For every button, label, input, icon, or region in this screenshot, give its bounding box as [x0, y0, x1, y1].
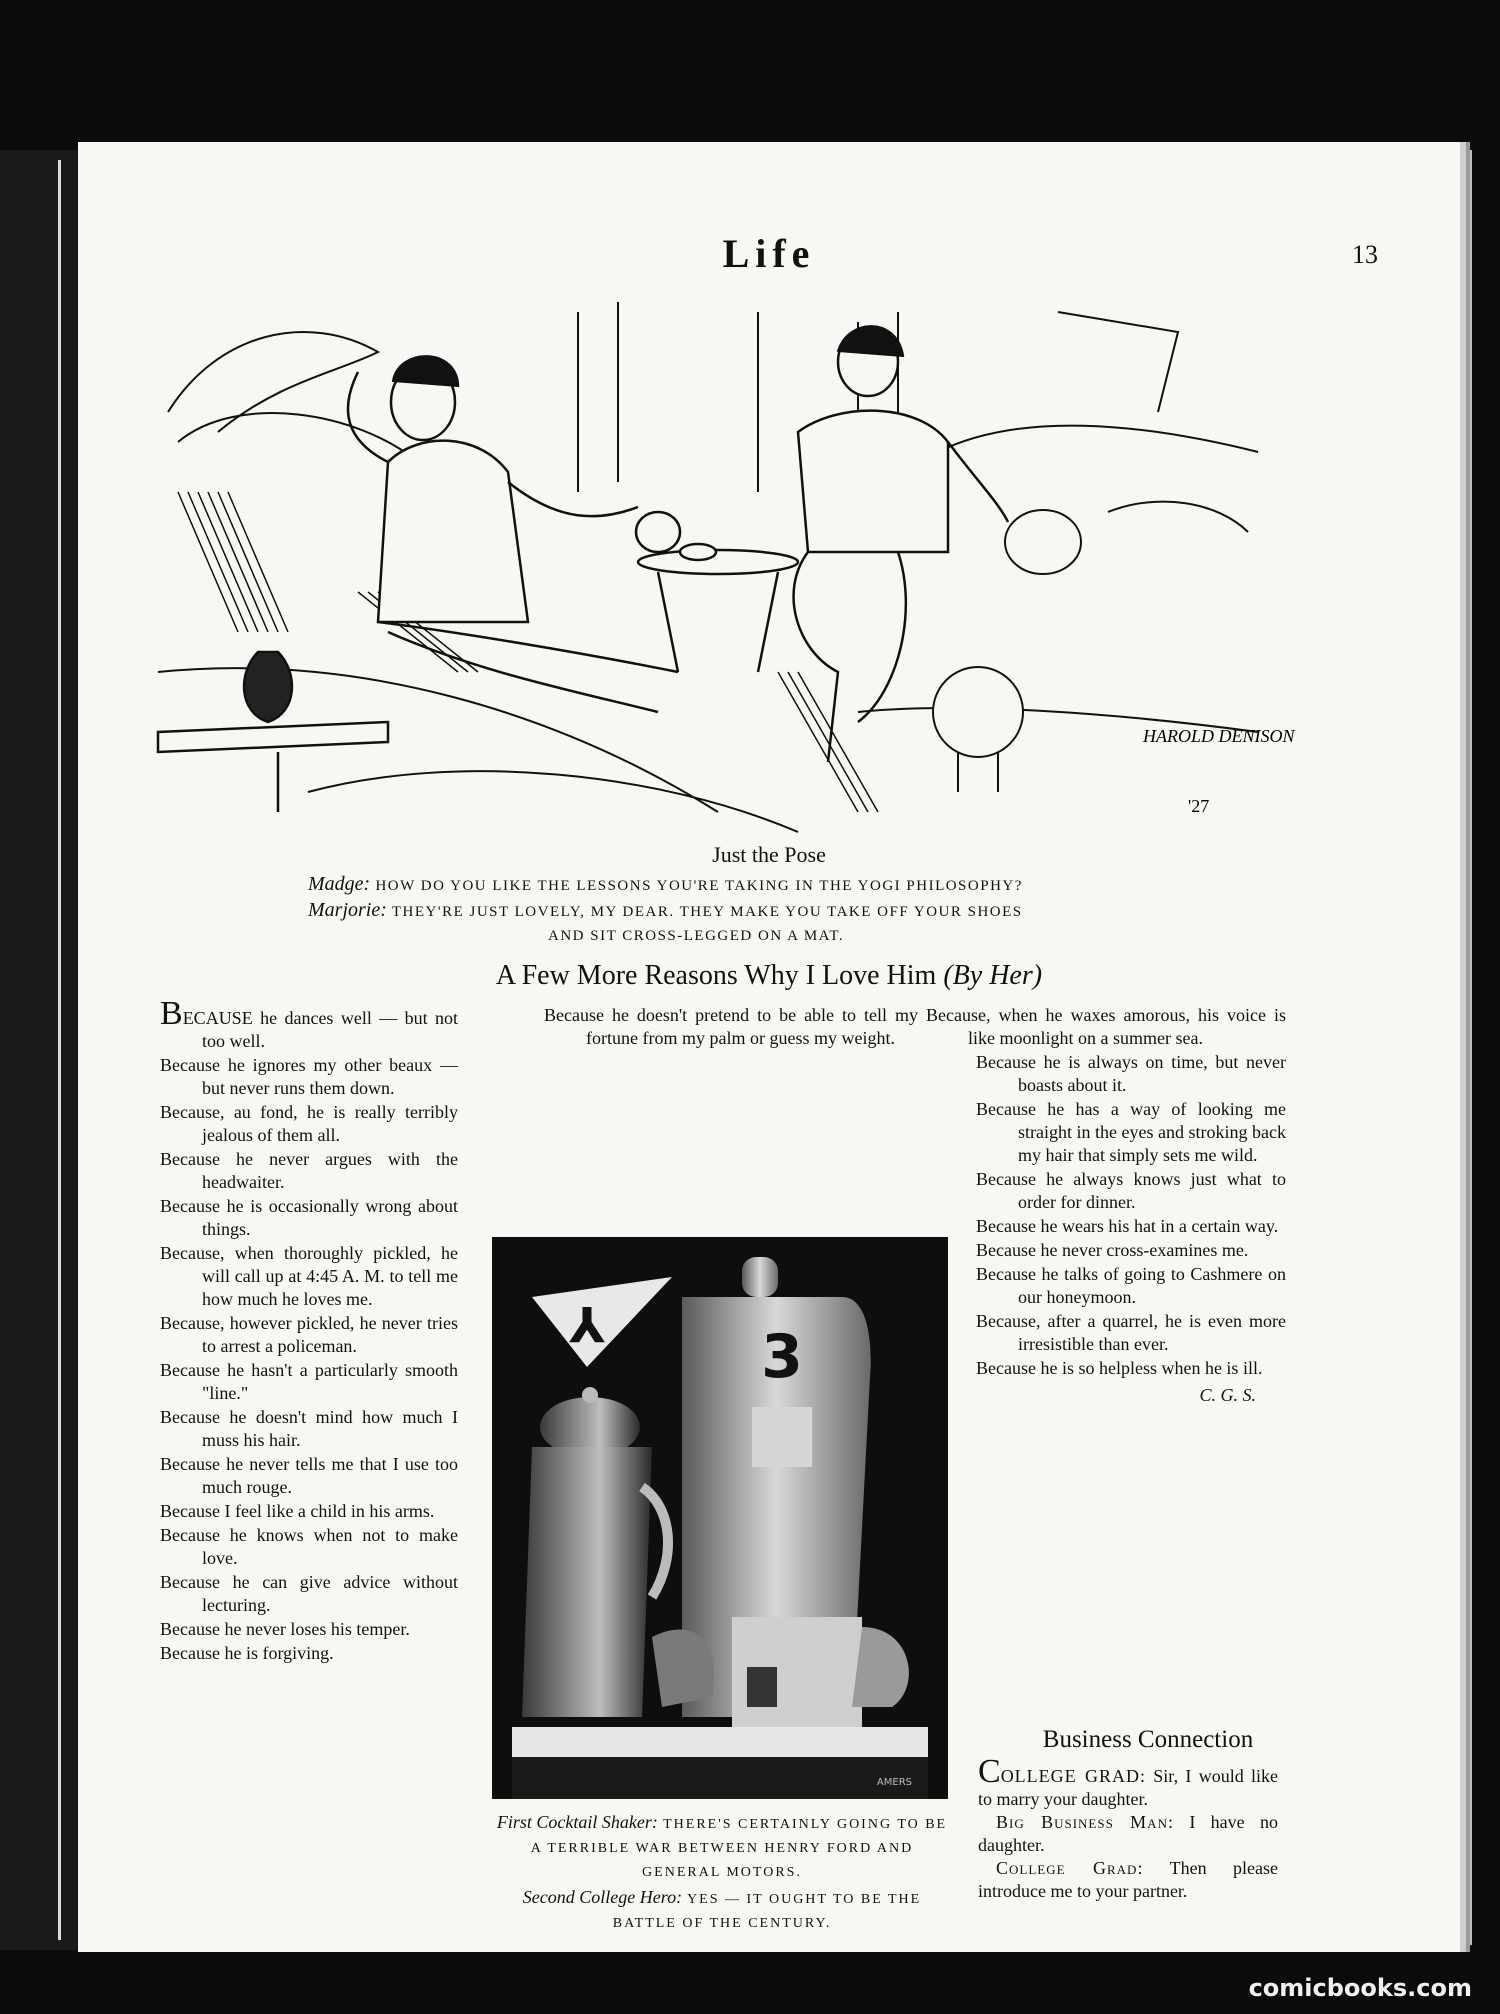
- pennant-letter: Y: [569, 1295, 605, 1351]
- cartoon-dialog: [308, 872, 1208, 948]
- reason-group: [976, 1051, 1286, 1407]
- cocktail-shaker-illustration: [492, 1237, 948, 1799]
- dialog-text: YES — IT OUGHT TO BE THE BATTLE OF THE CENTURY.: [612, 1892, 922, 1931]
- reason-item: Because he never tells me that I use too much rouge.: [160, 1454, 458, 1497]
- poster-caption: [492, 1810, 952, 1936]
- reason-item: Because he never loses his temper.: [160, 1619, 410, 1639]
- site-watermark: comicbooks.com: [1248, 1974, 1472, 2002]
- reason-item: Because he never argues with the headwaiter.: [160, 1149, 458, 1192]
- masthead-title: Life: [722, 231, 816, 276]
- cartoon-signature: HAROLD DENISON: [1143, 726, 1295, 746]
- drop-cap: C: [978, 1753, 1001, 1790]
- reason-item: Because, when he waxes amorous, his voice is like moonlight on a summer sea.: [926, 1005, 1286, 1048]
- reason-item: Because, after a quarrel, he is even more irresistible than ever.: [976, 1311, 1286, 1354]
- cartoon-illustration: [158, 292, 1295, 837]
- article-byline: (By Her): [943, 960, 1043, 991]
- reason-item: Because he always knows just what to order for dinner.: [976, 1169, 1286, 1212]
- reason-item: Because he is occasionally wrong about things.: [160, 1196, 458, 1239]
- dialog-line: [308, 898, 1208, 924]
- reason-item: Because he has a way of looking me straight in the eyes and stroking back my hair that simply sets me wild.: [976, 1099, 1286, 1165]
- cartoon-caption-title: Just the Pose: [712, 842, 826, 867]
- business-connection-title: Business Connection: [1042, 1726, 1254, 1753]
- article-title-text: A Few More Reasons Why I Love Him: [495, 960, 937, 991]
- dialog-line: [492, 1885, 952, 1936]
- binding-stitch: [58, 160, 75, 1940]
- article-column-3: [926, 1004, 1286, 1407]
- drop-cap: B: [160, 995, 183, 1032]
- reason-item: Because he can give advice without lecturing.: [160, 1572, 458, 1615]
- reason-item: Because he never cross-examines me.: [976, 1240, 1249, 1260]
- speaker-name: Marjorie:: [308, 899, 387, 921]
- magazine-page: [78, 142, 1460, 1952]
- dialog-paragraph: COLLEGE GRAD: Sir, I would like to marry your daughter.: [978, 1753, 1278, 1809]
- reason-item: Because, when thoroughly pickled, he will call up at 4:45 A. M. to tell me how much he loves me.: [160, 1243, 458, 1309]
- reason-item: Because he doesn't mind how much I muss his hair.: [160, 1407, 458, 1450]
- dialog-text: THERE'S CERTAINLY GOING TO BE A TERRIBLE WAR BETWEEN HENRY FORD AND GENERAL MOTORS.: [530, 1817, 948, 1880]
- dialog-paragraph: Big Business Man: I have no daughter.: [978, 1812, 1279, 1855]
- reason-item: Because he is always on time, but never boasts about it.: [976, 1052, 1286, 1095]
- speaker-name: First Cocktail Shaker:: [496, 1812, 658, 1832]
- reason-item: Because he is forgiving.: [160, 1643, 334, 1663]
- page-edge: [1460, 150, 1472, 1945]
- speaker-name: Madge:: [308, 873, 371, 895]
- reason-item: BECAUSE he dances well — but not too well.: [160, 995, 458, 1051]
- dialog-line: [492, 1810, 952, 1885]
- reason-item: Because I feel like a child in his arms.: [160, 1501, 435, 1521]
- reason-item: Because he hasn't a particularly smooth "line.": [160, 1360, 458, 1403]
- dialog-text: THEY'RE JUST LOVELY, MY DEAR. THEY MAKE YOU TAKE OFF YOUR SHOES: [391, 904, 1023, 920]
- reason-item: Because he talks of going to Cashmere on our honeymoon.: [976, 1264, 1286, 1307]
- dialog-paragraph: College Grad: Then please introduce me to your partner.: [978, 1858, 1278, 1901]
- reason-item: Because, au fond, he is really terribly jealous of them all.: [160, 1102, 458, 1145]
- speaker-name: Second College Hero:: [522, 1887, 683, 1907]
- artist-signature: AMERS: [876, 1777, 912, 1788]
- article-title: [78, 960, 1460, 992]
- business-connection-text: [978, 1753, 1279, 1903]
- dialog-line: [308, 872, 1208, 898]
- article-column-1: [160, 995, 458, 1666]
- article-column-2: [544, 1004, 918, 1051]
- figure-number: 3: [761, 1322, 803, 1392]
- reason-item: Because he knows when not to make love.: [160, 1525, 458, 1568]
- page-number: 13: [1352, 240, 1378, 269]
- dialog-text: HOW DO YOU LIKE THE LESSONS YOU'RE TAKING IN THE YOGI PHILOSOPHY?: [375, 878, 1023, 894]
- reason-item: Because, however pickled, he never tries to arrest a policeman.: [160, 1313, 458, 1356]
- reason-item: Because he wears his hat in a certain way.: [976, 1216, 1279, 1236]
- dialog-text-continued: AND SIT CROSS-LEGGED ON A MAT.: [548, 928, 845, 944]
- reason-item: Because he is so helpless when he is ill.: [976, 1358, 1263, 1378]
- reason-item: Because he ignores my other beaux —but never runs them down.: [160, 1055, 458, 1098]
- reason-item: Because he doesn't pretend to be able to tell my fortune from my palm or guess my weight.: [544, 1005, 918, 1048]
- article-signature: C. G. S.: [1199, 1385, 1256, 1405]
- cartoon-year: '27: [1188, 796, 1210, 816]
